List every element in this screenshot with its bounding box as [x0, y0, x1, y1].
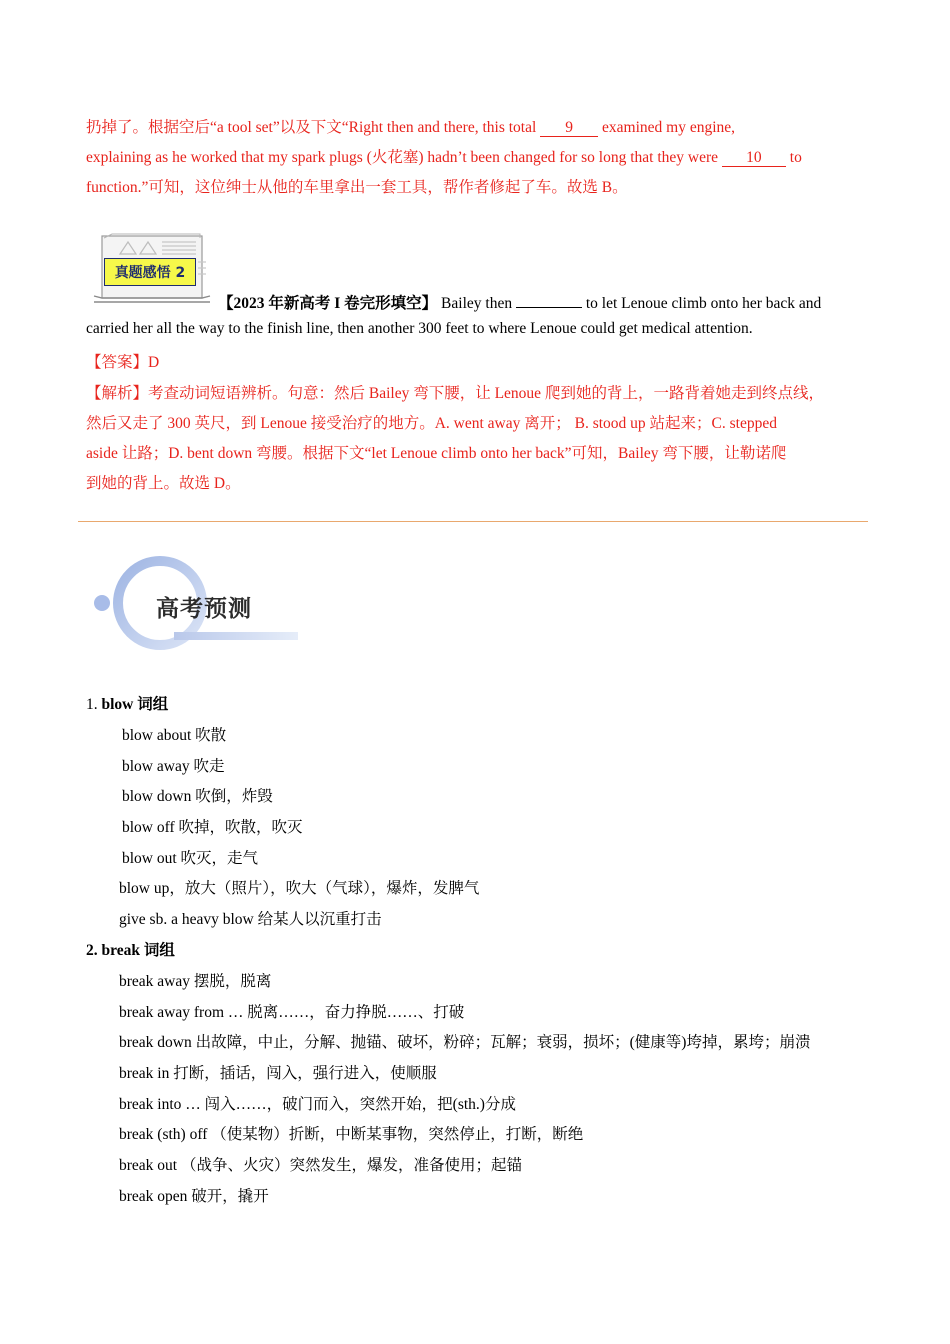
- explanation-text: 扔掉了。根据空后“a tool set”以及下文“Right then and there, this total: [86, 119, 541, 136]
- question-line-2: carried her all the way to the finish line, then another 300 feet to where Lenoue could get medical attention.: [86, 320, 753, 337]
- section-header: [90, 556, 310, 652]
- analysis-line-3: aside 让路；D. bent down 弯腰。根据下文“let Lenoue climb onto her back”可知，Bailey 弯下腰，让勒诺爬: [86, 445, 787, 462]
- answer-label: 【答案】: [86, 354, 149, 371]
- list-item: break into … 闯入……，破门而入，突然开始，把(sth.)分成: [119, 1096, 516, 1113]
- section-divider: [78, 521, 868, 522]
- blank-10: 10: [722, 150, 786, 167]
- group-title-blow: [86, 692, 168, 714]
- explanation-line-1: [86, 115, 735, 137]
- badge-label: 真题感悟 2: [104, 258, 196, 286]
- analysis-line-1: 【解析】考查动词短语辨析。句意：然后 Bailey 弯下腰，让 Lenoue 爬到她的背上，一路背着她走到终点线，: [86, 385, 824, 402]
- question-line-1: [218, 291, 821, 313]
- list-item: break away from … 脱离……，奋力挣脱……、打破: [119, 1004, 465, 1021]
- explanation-line-3: function.”可知，这位绅士从他的车里拿出一套工具，帮作者修起了车。故选 B。: [86, 179, 628, 196]
- group-title: blow 词组: [101, 696, 169, 713]
- list-item: blow off 吹掉，吹散，吹灭: [122, 819, 303, 836]
- list-item: break out （战争、火灾）突然发生，爆发，准备使用；起锚: [119, 1157, 522, 1174]
- question-text: to let Lenoue climb onto her back and: [581, 295, 822, 312]
- list-item: break open 破开，撬开: [119, 1188, 269, 1205]
- group-number: 2.: [86, 942, 102, 959]
- list-item: break in 打断，插话，闯入，强行进入，使顺服: [119, 1065, 437, 1082]
- answer-line: [86, 350, 159, 372]
- list-item: blow down 吹倒，炸毁: [122, 788, 273, 805]
- analysis-line-4: 到她的背上。故选 D。: [86, 475, 241, 492]
- answer-value: D: [148, 354, 160, 371]
- explanation-text: to: [785, 149, 802, 166]
- list-item: blow up，放大（照片），吹大（气球），爆炸，发脾气: [119, 880, 480, 897]
- list-item: blow away 吹走: [122, 758, 225, 775]
- list-item: break (sth) off （使某物）折断，中断某事物，突然停止，打断，断绝: [119, 1126, 584, 1143]
- list-item: break away 摆脱，脱离: [119, 973, 272, 990]
- list-item: blow about 吹散: [122, 727, 227, 744]
- explanation-line-2: [86, 145, 802, 167]
- explanation-text: explaining as he worked that my spark plugs (火花塞) hadn’t been changed for so long that they were: [86, 149, 722, 166]
- list-item: give sb. a heavy blow 给某人以沉重打击: [119, 911, 382, 928]
- question-source: 【2023 年新高考 I 卷完形填空】: [218, 295, 438, 312]
- list-item: break down 出故障，中止，分解、抛锚、破坏，粉碎；瓦解；衰弱，损坏；(健康等)垮掉，累垮；崩溃: [119, 1034, 811, 1051]
- list-item: blow out 吹灭，走气: [122, 850, 259, 867]
- group-number: 1.: [86, 696, 102, 713]
- zhenti-badge: [92, 232, 212, 306]
- group-title-break: [86, 938, 175, 960]
- analysis-line-2: 然后又走了 300 英尺，到 Lenoue 接受治疗的地方。A. went away 离开； B. stood up 站起来；C. stepped: [86, 415, 777, 432]
- section-title: 高考预测: [156, 596, 252, 622]
- blank-9: 9: [540, 120, 598, 137]
- explanation-text: examined my engine,: [598, 119, 736, 136]
- group-title: break 词组: [101, 942, 175, 959]
- answer-blank: [516, 293, 582, 308]
- question-text: Bailey then: [437, 295, 516, 312]
